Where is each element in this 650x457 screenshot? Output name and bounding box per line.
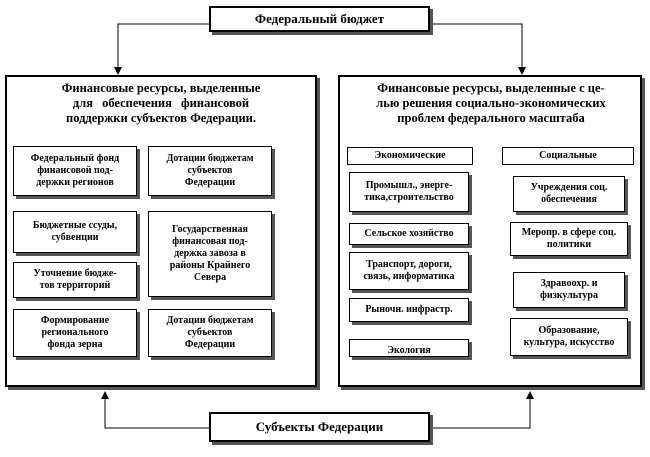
federal-budget-title: Федеральный бюджет bbox=[254, 11, 385, 26]
left-item-budget-clarification bbox=[13, 262, 137, 298]
left-item-north-support bbox=[148, 211, 272, 297]
text-line: Федеральный фонд bbox=[30, 153, 120, 164]
text-line: субъектов bbox=[187, 165, 233, 176]
text-line: Формирование bbox=[40, 315, 110, 326]
federal-budget-box bbox=[209, 6, 430, 32]
social-header bbox=[502, 147, 634, 165]
text-line: Сельское хозяйство bbox=[364, 228, 454, 239]
economic-item-industry bbox=[349, 172, 469, 212]
economic-item-market-infra bbox=[349, 298, 469, 322]
text-line: Рыночн. инфрастр. bbox=[365, 304, 453, 315]
text-line: регионального bbox=[41, 327, 109, 338]
text-line: Дотации бюджетам bbox=[166, 153, 254, 164]
text-line: обеспечения bbox=[541, 194, 597, 205]
text-line: Меропр. в сфере соц. bbox=[521, 227, 617, 238]
right-panel-header bbox=[344, 81, 638, 126]
left-header-line-2: для обеспечения финансовой bbox=[72, 96, 250, 110]
federation-subjects-box bbox=[209, 412, 430, 442]
left-header-line-3: поддержки субъектов Федерации. bbox=[66, 111, 256, 125]
social-item-social-policy bbox=[510, 222, 628, 256]
right-header-line-3: проблем федерального масштаба bbox=[397, 111, 585, 125]
left-item-federal-fund bbox=[13, 146, 137, 196]
text-line: фонда зерна bbox=[47, 339, 103, 350]
arrow-top-to-left bbox=[118, 24, 209, 74]
text-line: Дотации бюджетам bbox=[166, 315, 254, 326]
economic-header bbox=[347, 147, 473, 165]
text-line: Государственная bbox=[172, 224, 248, 235]
text-line: культура, искусство bbox=[523, 337, 615, 348]
text-line: Транспорт, дороги, bbox=[366, 259, 452, 270]
right-header-line-2: лью решения социально-экономических bbox=[376, 96, 606, 110]
left-header-line-1: Финансовые ресурсы, выделенные bbox=[61, 81, 261, 95]
text-line: субъектов bbox=[187, 327, 233, 338]
text-line: тов территорий bbox=[39, 280, 111, 291]
text-line: тика,строительство bbox=[364, 192, 454, 203]
text-line: Федерации bbox=[184, 339, 236, 350]
economic-item-agriculture bbox=[349, 223, 469, 245]
text-line: Федерации bbox=[184, 177, 236, 188]
text-line: финансовой под- bbox=[37, 165, 113, 176]
text-line: Здравоохр. и bbox=[540, 278, 598, 289]
left-item-budget-loans bbox=[13, 211, 137, 253]
social-item-education bbox=[510, 318, 628, 356]
left-item-subsidies-2 bbox=[148, 309, 272, 357]
economic-item-transport bbox=[349, 252, 469, 290]
text-line: связь, информатика bbox=[363, 271, 455, 282]
economic-item-ecology bbox=[349, 339, 469, 357]
economic-title: Экономические bbox=[374, 150, 446, 161]
text-line: Образование, bbox=[538, 325, 600, 336]
text-line: Экология bbox=[387, 345, 431, 356]
left-panel-header bbox=[13, 81, 309, 126]
arrow-top-to-right bbox=[430, 24, 522, 74]
arrow-bottom-to-left bbox=[105, 392, 209, 428]
text-line: Бюджетные ссуды, bbox=[32, 220, 118, 231]
social-item-healthcare bbox=[513, 272, 625, 308]
text-line: политики bbox=[546, 239, 592, 250]
text-line: финансовая под- bbox=[172, 236, 248, 247]
text-line: районы Крайнего bbox=[169, 260, 251, 271]
federation-subjects-title: Субъекты Федерации bbox=[255, 419, 384, 434]
text-line: держки регионов bbox=[36, 177, 114, 188]
left-item-subsidies-1 bbox=[148, 146, 272, 196]
text-line: Учреждения соц. bbox=[530, 182, 608, 193]
social-item-welfare bbox=[513, 176, 625, 212]
right-header-line-1: Финансовые ресурсы, выделенные с це- bbox=[377, 81, 605, 95]
text-line: Севера bbox=[193, 272, 227, 283]
text-line: физкультура bbox=[540, 290, 598, 301]
text-line: Промышл., энерге- bbox=[365, 180, 453, 191]
left-item-grain-fund bbox=[13, 309, 137, 357]
text-line: Уточнение бюдже- bbox=[33, 268, 117, 279]
text-line: держка завоза в bbox=[174, 248, 246, 259]
arrow-bottom-to-right bbox=[430, 392, 530, 428]
social-title: Социальные bbox=[539, 150, 597, 161]
text-line: субвенции bbox=[51, 232, 99, 243]
